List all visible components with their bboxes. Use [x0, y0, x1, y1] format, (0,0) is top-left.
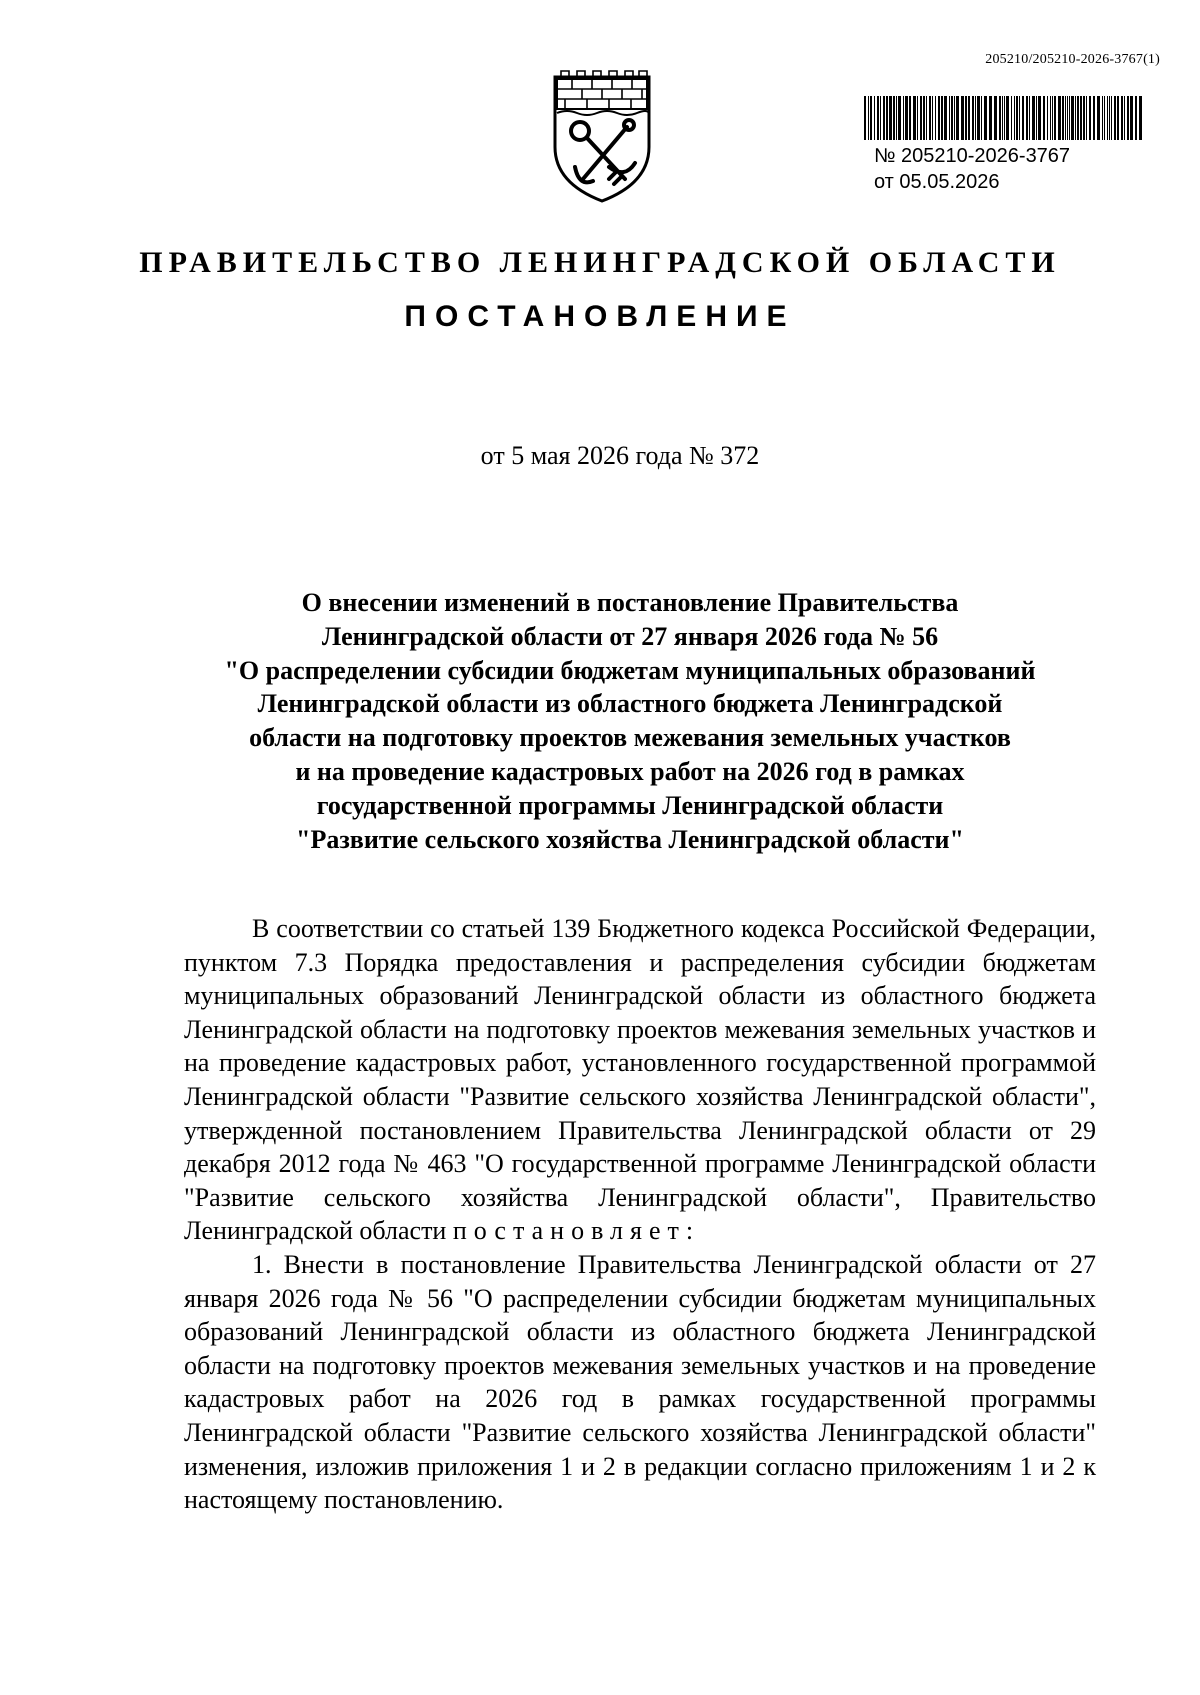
- government-title: ПРАВИТЕЛЬСТВО ЛЕНИНГРАДСКОЙ ОБЛАСТИ: [139, 246, 1061, 279]
- title-line: государственной программы Ленинградской области: [316, 790, 944, 820]
- registration-code: 205210/205210-2026-3767(1): [985, 52, 1160, 67]
- document-date-number: от 5 мая 2026 года № 372: [480, 441, 760, 470]
- registration-number: № 205210-2026-3767: [874, 145, 1071, 167]
- leningrad-oblast-coat-of-arms-icon: [547, 55, 657, 205]
- preamble-text: В соответствии со статьей 139 Бюджетного кодекса Российской Федерации, пунктом 7.3 Порядка предоставления и распределения субсидии бюджетам муниципальных образований Ленинградской области из областного бюджета Ленинградской области на подготовку проектов межевания земельных участков и на проведение кадастровых работ, установленного государственной программой Ленинградской области "Развитие сельского хозяйства Ленинградской области", утвержденной постановлением Правительства Ленинградской области от 29 декабря 2012 года № 463 "О государственной программе Ленинградской области "Развитие сельского хозяйства Ленинградской области", Правительство Ленинградской области: [184, 914, 1096, 1246]
- document-body: [184, 912, 1096, 1517]
- title-line: Ленинградской области от 27 января 2026 года № 56: [321, 621, 939, 651]
- document-type: ПОСТАНОВЛЕНИЕ: [404, 300, 796, 333]
- preamble-paragraph: [184, 912, 1096, 1248]
- decree-word: постановляет:: [452, 1216, 701, 1246]
- title-line: и на проведение кадастровых работ на 2026 год в рамках: [295, 756, 965, 786]
- document-title: [190, 586, 1070, 856]
- title-line: "Развитие сельского хозяйства Ленинградской области": [296, 824, 964, 854]
- title-line: "О распределении субсидии бюджетам муниципальных образований: [224, 655, 1036, 685]
- item-1-paragraph: 1. Внести в постановление Правительства Ленинградской области от 27 января 2026 года № 56 "О распределении субсидии бюджетам муниципальных образований Ленинградской области из областного бюджета Ленинградской области на подготовку проектов межевания земельных участков и на проведение кадастровых работ на 2026 год в рамках государственной программы Ленинградской области "Развитие сельского хозяйства Ленинградской области" изменения, изложив приложения 1 и 2 в редакции согласно приложениям 1 и 2 к настоящему постановлению.: [184, 1249, 1096, 1515]
- barcode-icon: [862, 96, 1144, 140]
- title-line: Ленинградской области из областного бюджета Ленинградской: [257, 689, 1003, 719]
- registration-date: от 05.05.2026: [874, 171, 1000, 193]
- title-line: области на подготовку проектов межевания земельных участков: [249, 723, 1011, 753]
- title-line: О внесении изменений в постановление Правительства: [301, 588, 959, 617]
